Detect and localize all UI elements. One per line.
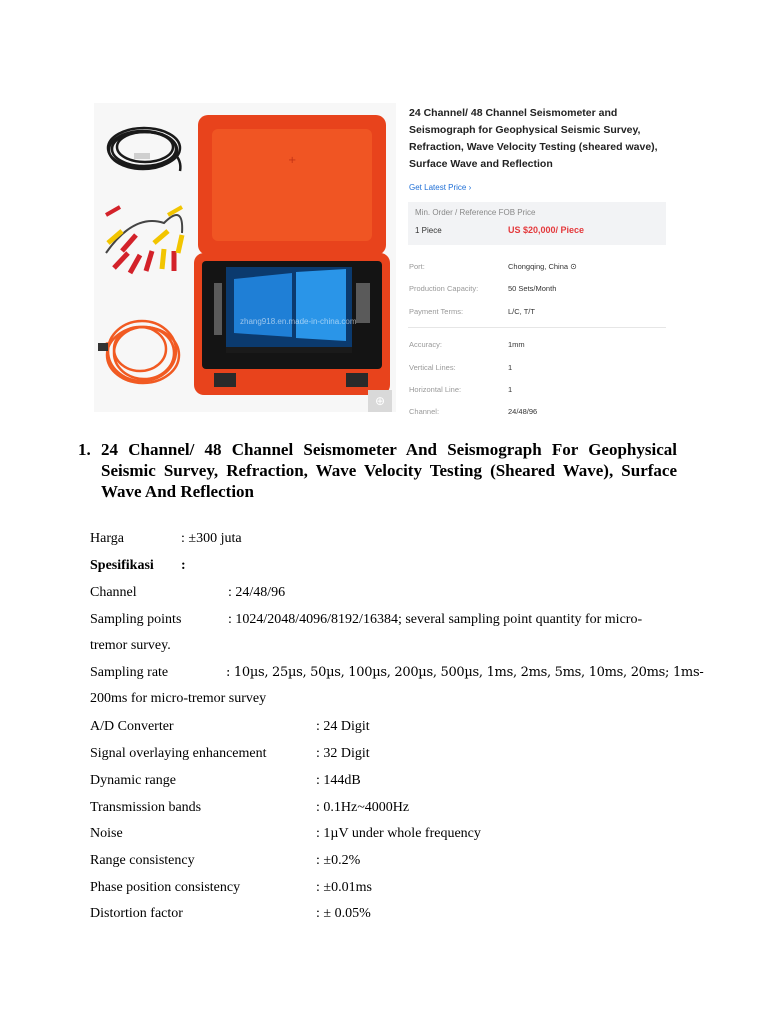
product-listing-image	[94, 103, 668, 415]
product-photo	[94, 103, 396, 412]
attribute-key: Horizontal Line:	[409, 385, 462, 394]
price-value: US $20,000/ Piece	[508, 225, 585, 235]
black-cable-coil	[108, 128, 180, 171]
spec-label: Dynamic range	[90, 773, 176, 788]
price-header: Min. Order / Reference FOB Price	[415, 208, 536, 217]
spesifikasi-label: Spesifikasi	[90, 558, 154, 573]
svg-text:+: +	[288, 155, 297, 166]
spec-value: : 10µs, 25µs, 50µs, 100µs, 200µs, 500µs, 1ms, 2ms, 5ms, 10ms, 20ms; 1ms-	[226, 665, 704, 680]
attribute-key: Channel:	[409, 407, 440, 416]
attribute-key: Production Capacity:	[409, 284, 479, 293]
orange-cable-coil	[100, 321, 179, 383]
spec-value: : 24/48/96	[228, 585, 286, 600]
zoom-in-icon: ⊕	[374, 394, 386, 408]
spec-label: Noise	[90, 826, 123, 841]
spec-value-continuation: 200ms for micro-tremor survey	[90, 691, 267, 706]
spec-label: Sampling points	[90, 612, 182, 627]
spec-value: : ±0.01ms	[316, 880, 372, 895]
spesifikasi-colon: :	[181, 558, 186, 573]
attribute-value: 50 Sets/Month	[508, 284, 557, 293]
attribute-value: 1mm	[508, 340, 525, 349]
watermark-text: zhang918.en.made-in-china.com	[240, 317, 357, 326]
spec-value: : 1µV under whole frequency	[316, 826, 481, 841]
attribute-value: 24/48/96	[508, 407, 538, 416]
spec-label: Phase position consistency	[90, 880, 241, 895]
spec-label: Transmission bands	[90, 800, 202, 815]
spec-value: : 32 Digit	[316, 746, 370, 761]
spec-value: : 24 Digit	[316, 719, 370, 734]
spec-label: Signal overlaying enhancement	[90, 746, 267, 761]
spec-label: A/D Converter	[90, 719, 174, 734]
seismograph-case-illustration	[94, 103, 396, 412]
heading-number: 1.	[78, 440, 91, 459]
attribute-key: Port:	[409, 262, 425, 271]
attribute-key: Payment Terms:	[409, 307, 464, 316]
spec-label: Channel	[90, 585, 137, 600]
spec-label: Sampling rate	[90, 665, 169, 680]
spec-value: : 144dB	[316, 773, 361, 788]
harga-label: Harga	[90, 531, 124, 546]
price-box	[408, 202, 666, 245]
map-pin-icon: ⊙	[570, 262, 577, 271]
spec-value: : ± 0.05%	[316, 906, 371, 921]
harga-value: : ±300 juta	[181, 531, 242, 546]
min-order-value: 1 Piece	[415, 226, 442, 235]
divider	[408, 327, 666, 328]
spec-label: Distortion factor	[90, 906, 183, 921]
product-title: 24 Channel/ 48 Channel Seismometer and Seismograph for Geophysical Seismic Survey, Refraction, Wave Velocity Testing (sheared wave), Surface Wave and Reflection	[409, 107, 658, 170]
zoom-button[interactable]	[368, 390, 392, 412]
attribute-key: Vertical Lines:	[409, 363, 456, 372]
heading-text: 24 Channel/ 48 Channel Seismometer And Seismograph For Geophysical Seismic Survey, Refraction, Wave Velocity Testing (Sheared Wave), Surface Wave And Reflection	[101, 440, 677, 501]
spec-label: Range consistency	[90, 853, 195, 868]
geophone-clips	[106, 207, 182, 273]
spec-value: : 0.1Hz~4000Hz	[316, 800, 410, 815]
spec-value: : 1024/2048/4096/8192/16384; several sampling point quantity for micro-	[228, 612, 643, 627]
attribute-value: 1	[508, 363, 513, 372]
spec-value: : ±0.2%	[316, 853, 361, 868]
attribute-value: L/C, T/T	[508, 307, 535, 316]
chevron-right-icon: ›	[468, 183, 472, 192]
attribute-value: 1	[508, 385, 513, 394]
attribute-value: Chongqing, China ⊙	[508, 262, 577, 271]
case-lid	[198, 115, 386, 255]
get-latest-price-link[interactable]: Get Latest Price ›	[409, 183, 472, 192]
attribute-key: Accuracy:	[409, 340, 442, 349]
spec-value-continuation: tremor survey.	[90, 638, 171, 653]
